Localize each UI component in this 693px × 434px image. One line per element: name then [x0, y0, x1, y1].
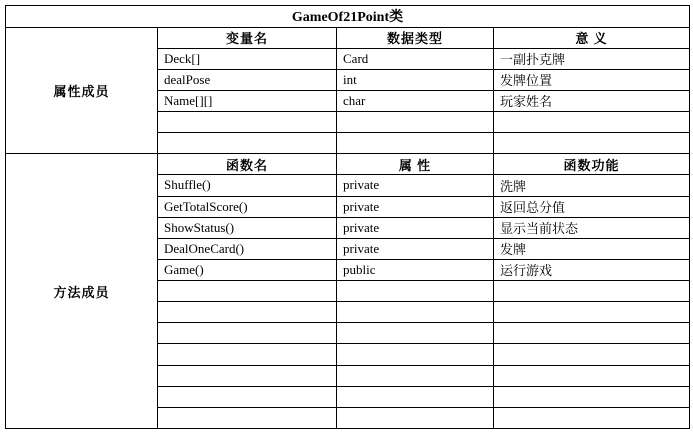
- method-cell: [494, 302, 690, 323]
- attribute-header-row: [6, 27, 690, 48]
- method-cell: ShowStatus(): [158, 217, 337, 238]
- method-section-label: 方法成员: [6, 154, 158, 429]
- attribute-cell: 一副扑克牌: [494, 48, 690, 69]
- attribute-cell: dealPose: [158, 69, 337, 90]
- method-cell: [337, 386, 494, 407]
- method-cell: [337, 407, 494, 428]
- method-cell: 发牌: [494, 238, 690, 259]
- method-column-header: 属 性: [337, 154, 494, 175]
- method-cell: [158, 281, 337, 302]
- attribute-cell: 发牌位置: [494, 69, 690, 90]
- method-cell: private: [337, 175, 494, 196]
- method-cell: Shuffle(): [158, 175, 337, 196]
- method-cell: [494, 365, 690, 386]
- method-cell: private: [337, 238, 494, 259]
- attribute-cell: [337, 133, 494, 154]
- method-column-header: 函数名: [158, 154, 337, 175]
- method-cell: [494, 281, 690, 302]
- method-cell: [158, 407, 337, 428]
- method-cell: [337, 344, 494, 365]
- table-title: GameOf21Point类: [6, 6, 690, 28]
- attribute-cell: char: [337, 90, 494, 111]
- attribute-cell: [158, 112, 337, 133]
- attribute-cell: int: [337, 69, 494, 90]
- attribute-cell: [494, 133, 690, 154]
- method-cell: [494, 323, 690, 344]
- method-cell: 洗牌: [494, 175, 690, 196]
- method-cell: [158, 365, 337, 386]
- method-cell: public: [337, 259, 494, 280]
- table-body: [6, 6, 690, 429]
- method-cell: [494, 344, 690, 365]
- method-cell: 运行游戏: [494, 259, 690, 280]
- attribute-cell: [158, 133, 337, 154]
- method-cell: [337, 323, 494, 344]
- method-cell: [494, 407, 690, 428]
- method-cell: [158, 344, 337, 365]
- attribute-cell: 玩家姓名: [494, 90, 690, 111]
- method-header-row: [6, 154, 690, 175]
- attribute-cell: [494, 112, 690, 133]
- method-cell: [158, 323, 337, 344]
- method-cell: DealOneCard(): [158, 238, 337, 259]
- attribute-column-header: 数据类型: [337, 27, 494, 48]
- method-cell: private: [337, 217, 494, 238]
- attribute-cell: Deck[]: [158, 48, 337, 69]
- method-cell: private: [337, 196, 494, 217]
- method-cell: GetTotalScore(): [158, 196, 337, 217]
- attribute-cell: Name[][]: [158, 90, 337, 111]
- method-cell: [158, 386, 337, 407]
- method-cell: 显示当前状态: [494, 217, 690, 238]
- attribute-column-header: 变量名: [158, 27, 337, 48]
- title-row: [6, 6, 690, 28]
- method-cell: [337, 302, 494, 323]
- attribute-cell: Card: [337, 48, 494, 69]
- method-cell: Game(): [158, 259, 337, 280]
- method-cell: [337, 365, 494, 386]
- method-cell: [494, 386, 690, 407]
- attribute-section-label: 属性成员: [6, 27, 158, 154]
- class-design-table: [5, 5, 690, 429]
- method-cell: [337, 281, 494, 302]
- attribute-cell: [337, 112, 494, 133]
- method-cell: [158, 302, 337, 323]
- method-column-header: 函数功能: [494, 154, 690, 175]
- attribute-column-header: 意 义: [494, 27, 690, 48]
- method-cell: 返回总分值: [494, 196, 690, 217]
